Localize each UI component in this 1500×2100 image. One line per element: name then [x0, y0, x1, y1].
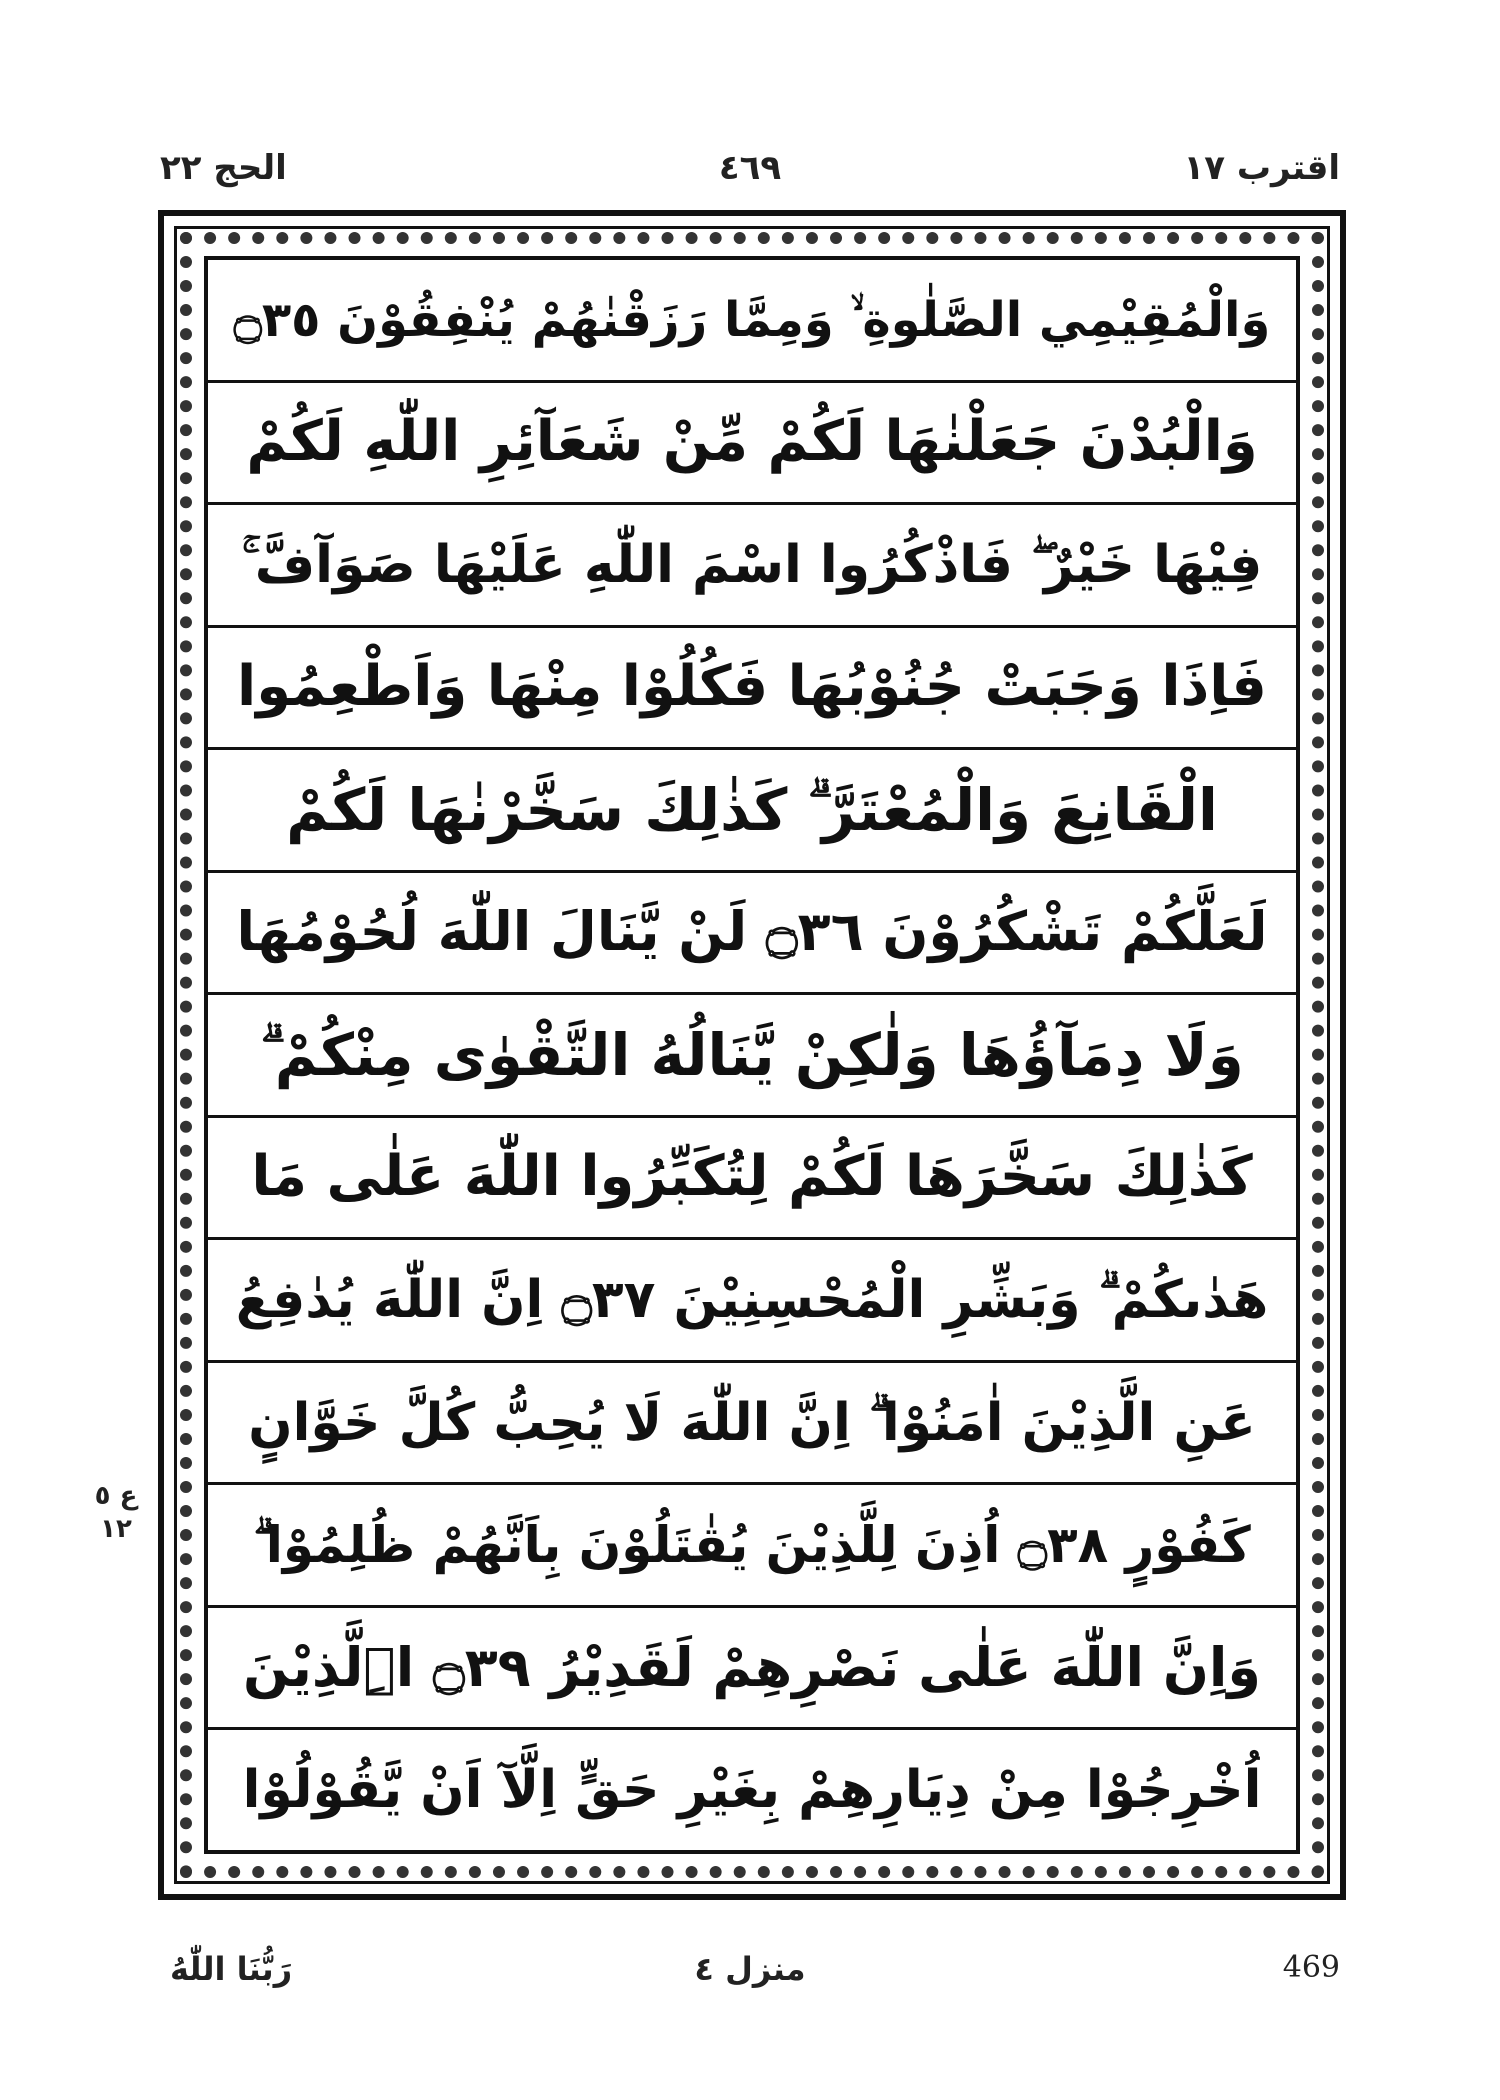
verse-line-2: وَالْبُدْنَ جَعَلْنٰهَا لَكُمْ مِّنْ شَعَآئِرِ اللّٰهِ لَكُمْ — [208, 383, 1296, 506]
page-frame — [158, 210, 1346, 1900]
verse-line-10: عَنِ الَّذِيْنَ اٰمَنُوْا ۗ اِنَّ اللّٰهَ لَا يُحِبُّ كُلَّ خَوَّانٍ — [208, 1363, 1296, 1486]
manzil-footer: منزل ٤ — [694, 1950, 806, 1988]
verse-line-12: وَاِنَّ اللّٰهَ عَلٰى نَصْرِهِمْ لَقَدِيْرُ ۝٣٩ اِۨلَّذِيْنَ — [208, 1608, 1296, 1731]
catchword-footer: رَبُّنَا اللّٰهُ — [170, 1950, 293, 1988]
verse-line-7: وَلَا دِمَآؤُهَا وَلٰكِنْ يَّنَالُهُ التَّقْوٰى مِنْكُمْ ۗ — [208, 995, 1296, 1118]
text-block — [204, 256, 1300, 1854]
ruku-margin-marker: ع ٥ ١٢ — [94, 1481, 138, 1544]
page-number: 469 — [1282, 1950, 1340, 1985]
surah-name-header: الحج ٢٢ — [160, 148, 287, 188]
verse-line-4: فَاِذَا وَجَبَتْ جُنُوْبُهَا فَكُلُوْا مِنْهَا وَاَطْعِمُوا — [208, 628, 1296, 751]
verse-line-11: كَفُوْرٍ ۝٣٨ اُذِنَ لِلَّذِيْنَ يُقٰتَلُوْنَ بِاَنَّهُمْ ظُلِمُوْا ۗ — [208, 1485, 1296, 1608]
verse-line-13: اُخْرِجُوْا مِنْ دِيَارِهِمْ بِغَيْرِ حَقٍّ اِلَّآ اَنْ يَّقُوْلُوْا — [242, 1760, 1262, 1821]
verse-line-1: وَالْمُقِيْمِي الصَّلٰوةِ ۙ وَمِمَّا رَزَقْنٰهُمْ يُنْفِقُوْنَ ۝٣٥ — [208, 260, 1296, 383]
juz-name-header: اقترب ١٧ — [1183, 148, 1340, 188]
verse-line-8: كَذٰلِكَ سَخَّرَهَا لَكُمْ لِتُكَبِّرُوا اللّٰهَ عَلٰى مَا — [208, 1118, 1296, 1241]
verse-line-6: لَعَلَّكُمْ تَشْكُرُوْنَ ۝٣٦ لَنْ يَّنَالَ اللّٰهَ لُحُوْمُهَا — [208, 873, 1296, 996]
verse-line-5: الْقَانِعَ وَالْمُعْتَرَّ ۗ كَذٰلِكَ سَخَّرْنٰهَا لَكُمْ — [208, 750, 1296, 873]
verse-line-9: هَدٰىكُمْ ۗ وَبَشِّرِ الْمُحْسِنِيْنَ ۝٣٧ اِنَّ اللّٰهَ يُدٰفِعُ — [208, 1240, 1296, 1363]
verse-line-3: فِيْهَا خَيْرٌ ۖ فَاذْكُرُوا اسْمَ اللّٰهِ عَلَيْهَا صَوَآفَّ ۚ — [208, 505, 1296, 628]
page-number-arabic: ٤٦٩ — [718, 148, 782, 188]
